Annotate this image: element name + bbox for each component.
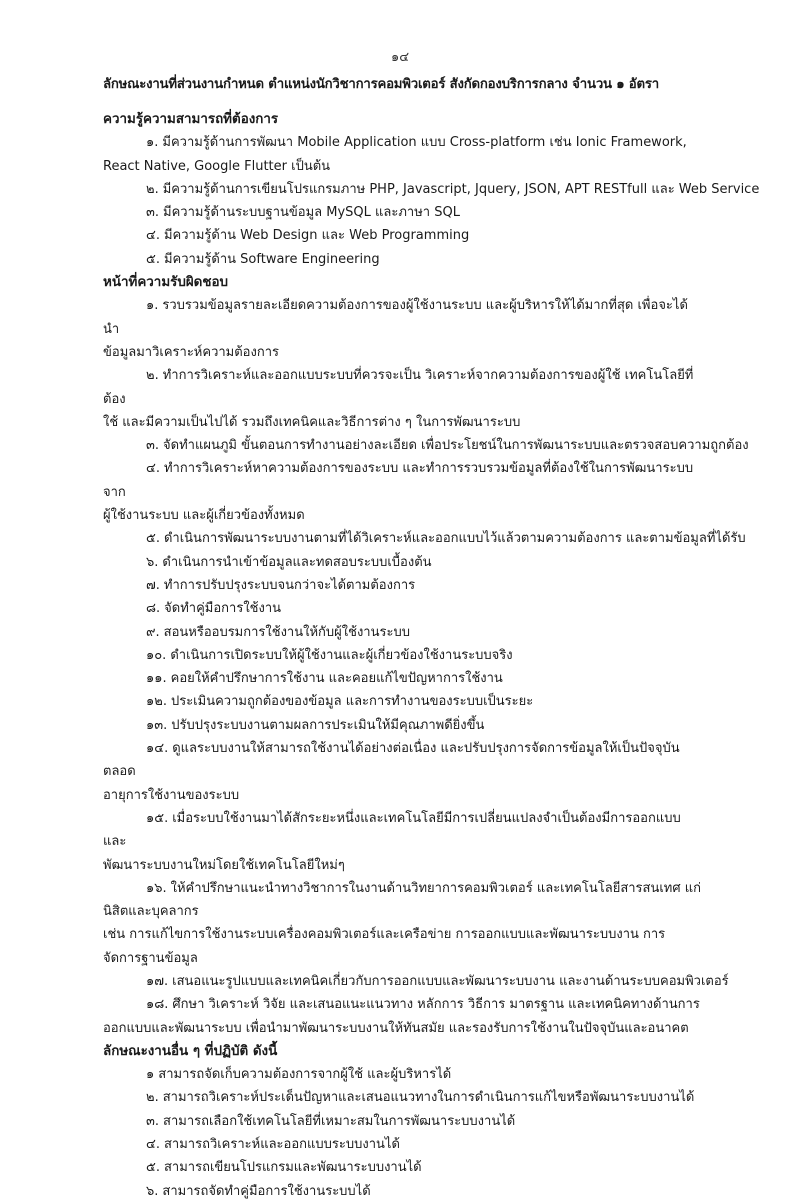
list-item <box>103 621 703 644</box>
item-number: ๑๖. <box>146 880 167 896</box>
item-text: สามารถวิเคราะห์และออกแบบระบบงานได้ <box>163 1137 400 1153</box>
item-number: ๔. <box>146 461 160 477</box>
item-text-continued: ผู้ใช้งานระบบ และผู้เกี่ยวข้องทั้งหมด <box>103 508 305 524</box>
item-text-continued: เช่น การแก้ไขการใช้งานระบบเครื่องคอมพิวเตอร์และเครือข่าย การออกแบบและพัฒนาระบบงาน การจัดการฐานข้อมูล <box>103 927 666 966</box>
item-text-continued: ข้อมูลมาวิเคราะห์ความต้องการ <box>103 344 279 360</box>
list-item <box>103 644 703 667</box>
item-text: คอยให้คำปรึกษาการใช้งาน และคอยแก้ไขปัญหาการใช้งาน <box>170 671 503 687</box>
list-item <box>103 131 703 178</box>
item-text: ดำเนินการนำเข้าข้อมูลและทดสอบระบบเบื้องต้น <box>162 554 432 570</box>
list-item <box>103 248 703 271</box>
item-number: ๗. <box>146 577 160 593</box>
item-text-continued: ออกแบบและพัฒนาระบบ เพื่อนำมาพัฒนาระบบงานให้ทันสมัย และรองรับการใช้งานในปัจจุบันและอนาคต <box>103 1020 689 1036</box>
item-text: ดำเนินการเปิดระบบให้ผู้ใช้งานและผู้เกี่ยวข้องใช้งานระบบจริง <box>170 647 513 663</box>
page-number: ๑๔ <box>390 50 410 65</box>
item-number: ๑ <box>146 1067 155 1083</box>
item-number: ๑๑. <box>146 671 167 687</box>
document-body <box>103 108 760 1203</box>
item-text: เมื่อระบบใช้งานมาได้สักระยะหนึ่งและเทคโนโลยีมีการเปลี่ยนแปลงจำเป็นต้องมีการออกแบบและ <box>103 810 681 850</box>
item-number: ๑๕. <box>146 810 169 826</box>
item-number: ๑๐. <box>146 647 167 663</box>
list-item <box>103 294 703 364</box>
item-number: ๓. <box>146 1113 160 1129</box>
section-heading: ความรู้ความสามารถที่ต้องการ <box>103 112 279 127</box>
item-number: ๑๘. <box>146 997 169 1013</box>
item-text: สามารถเลือกใช้เทคโนโลยีที่เหมาะสมในการพัฒนาระบบงานได้ <box>163 1113 516 1129</box>
item-number: ๒. <box>146 368 159 384</box>
item-text: ประเมินความถูกต้องของข้อมูล และการทำงานของระบบเป็นระยะ <box>170 694 534 710</box>
item-number: ๓. <box>146 438 160 454</box>
item-text: จัดทำคู่มือการใช้งาน <box>164 601 282 617</box>
list-item <box>103 970 729 993</box>
item-text: ดูแลระบบงานให้สามารถใช้งานได้อย่างต่อเนื่อง และปรับปรุงการจัดการข้อมูลให้เป็นปัจจุบัน ตลอด <box>103 741 680 780</box>
list-item <box>103 807 703 877</box>
list-item <box>103 178 760 201</box>
item-number: ๙. <box>146 624 160 640</box>
item-number: ๑๗. <box>146 973 169 989</box>
item-text: รวบรวมข้อมูลรายละเอียดความต้องการของผู้ใช้งานระบบ และผู้บริหารให้ได้มากที่สุด เพื่อจะได้นำ <box>103 298 688 337</box>
item-text-continued: React Native, Google Flutter เป็นต้น <box>103 158 331 174</box>
list-item <box>103 574 703 597</box>
list-item <box>103 201 703 224</box>
item-text-continued: ใช้ และมีความเป็นไปได้ รวมถึงเทคนิคและวิธีการต่าง ๆ ในการพัฒนาระบบ <box>103 414 521 430</box>
knowledge-section <box>103 108 760 271</box>
list-item <box>103 364 703 434</box>
list-item <box>103 1156 703 1179</box>
item-number: ๑๓. <box>146 717 168 733</box>
other-duties-section <box>103 1040 703 1203</box>
item-number: ๖. <box>146 1183 159 1199</box>
item-text: สามารถวิเคราะห์ประเด็นปัญหาและเสนอแนวทางในการดำเนินการแก้ไขหรือพัฒนาระบบงานได้ <box>162 1090 695 1106</box>
list-item <box>103 1133 703 1156</box>
item-text: มีความรู้ด้าน Web Design และ Web Programming <box>163 228 470 244</box>
list-item <box>103 224 703 247</box>
item-text: เสนอแนะรูปแบบและเทคนิคเกี่ยวกับการออกแบบและพัฒนาระบบงาน และงานด้านระบบคอมพิวเตอร์ <box>172 973 729 989</box>
document-title: ลักษณะงานที่ส่วนงานกำหนด ตำแหน่งนักวิชาการคอมพิวเตอร์ สังกัดกองบริการกลาง จำนวน ๑ อัตรา <box>103 77 659 92</box>
section-heading: ลักษณะงานอื่น ๆ ที่ปฏิบัติ ดังนี้ <box>103 1043 278 1059</box>
item-text: ให้คำปรึกษาแนะนำทางวิชาการในงานด้านวิทยาการคอมพิวเตอร์ และเทคโนโลยีสารสนเทศ แก่นิสิตและบุคลากร <box>103 880 701 920</box>
item-text: ทำการวิเคราะห์และออกแบบระบบที่ควรจะเป็น วิเคราะห์จากความต้องการของผู้ใช้ เทคโนโลยีที่ต้อง <box>103 368 694 407</box>
item-number: ๑๒. <box>146 694 167 710</box>
list-item <box>103 551 703 574</box>
item-text: มีความรู้ด้านการเขียนโปรแกรมภาษ PHP, Javascript, Jquery, JSON, APT RESTfull และ Web Service <box>162 181 760 197</box>
list-item <box>103 434 749 457</box>
item-text: สามารถจัดเก็บความต้องการจากผู้ใช้ และผู้บริหารได้ <box>158 1067 452 1083</box>
responsibilities-section <box>103 271 749 1040</box>
list-item <box>103 527 746 550</box>
item-number: ๔. <box>146 228 160 244</box>
list-item <box>103 1110 703 1133</box>
item-text-continued: อายุการใช้งานของระบบ <box>103 787 240 803</box>
item-text: สอนหรืออบรมการใช้งานให้กับผู้ใช้งานระบบ <box>163 624 410 640</box>
item-text-continued: พัฒนาระบบงานใหม่โดยใช้เทคโนโลยีใหม่ๆ <box>103 857 345 873</box>
item-number: ๒. <box>146 1090 159 1106</box>
item-number: ๑. <box>146 298 159 314</box>
list-item <box>103 1063 703 1086</box>
list-item <box>103 457 703 527</box>
item-number: ๑๔. <box>146 741 169 757</box>
item-number: ๕. <box>146 531 160 547</box>
list-item <box>103 690 703 713</box>
item-number: ๑. <box>146 135 159 151</box>
item-text: มีความรู้ด้านระบบฐานข้อมูล MySQL และภาษา SQL <box>163 205 460 221</box>
item-number: ๖. <box>146 554 159 570</box>
item-text: มีความรู้ด้านการพัฒนา Mobile Application แบบ Cross-platform เช่น Ionic Framework, <box>162 135 687 151</box>
item-number: ๔. <box>146 1137 160 1153</box>
list-item <box>103 1180 703 1203</box>
item-text: สามารถจัดทำคู่มือการใช้งานระบบได้ <box>162 1183 371 1199</box>
item-number: ๒. <box>146 181 159 197</box>
item-text: มีความรู้ด้าน Software Engineering <box>163 251 380 267</box>
list-item <box>103 667 703 690</box>
item-text: ปรับปรุงระบบงานตามผลการประเมินให้มีคุณภาพดียิ่งขึ้น <box>171 717 485 733</box>
list-item <box>103 993 703 1040</box>
item-text: สามารถเขียนโปรแกรมและพัฒนาระบบงานได้ <box>163 1160 422 1176</box>
item-number: ๕. <box>146 1160 160 1176</box>
list-item <box>103 737 703 807</box>
item-number: ๘. <box>146 601 161 617</box>
item-text: ดำเนินการพัฒนาระบบงานตามที่ได้วิเคราะห์และออกแบบไว้แล้วตามความต้องการ และตามข้อมูลที่ได้รับ <box>163 531 746 547</box>
list-item <box>103 714 703 737</box>
item-number: ๕. <box>146 251 160 267</box>
section-heading: หน้าที่ความรับผิดชอบ <box>103 275 229 291</box>
item-text: ทำการวิเคราะห์หาความต้องการของระบบ และทำการรวบรวมข้อมูลที่ต้องใช้ในการพัฒนาระบบจาก <box>103 461 694 500</box>
item-text: ทำการปรับปรุงระบบจนกว่าจะได้ตามต้องการ <box>163 577 416 593</box>
list-item <box>103 597 703 620</box>
item-number: ๓. <box>146 205 160 221</box>
item-text: จัดทำแผนภูมิ ขั้นตอนการทำงานอย่างละเอียด เพื่อประโยชน์ในการพัฒนาระบบและตรวจสอบความถูกต้อง <box>163 438 749 454</box>
list-item <box>103 877 703 970</box>
item-text: ศึกษา วิเคราะห์ วิจัย และเสนอแนะแนวทาง หลักการ วิธีการ มาตรฐาน และเทคนิคทางด้านการ <box>172 997 700 1013</box>
list-item <box>103 1086 703 1109</box>
